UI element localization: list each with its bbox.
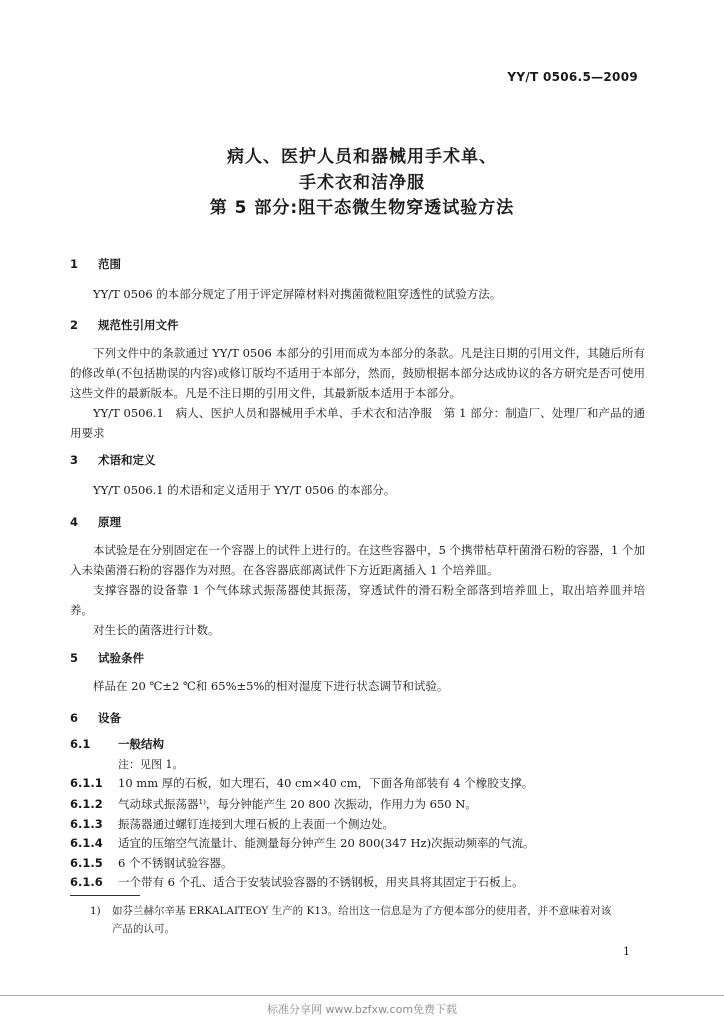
section-title: 术语和定义 xyxy=(98,453,156,467)
list-item xyxy=(70,775,650,791)
title-line-3: 第 5 部分:阻干态微生物穿透试验方法 xyxy=(209,198,515,218)
title-line-1: 病人、医护人员和器械用手术单、 xyxy=(227,147,497,167)
standard-code: YY/T 0506.5—2009 xyxy=(507,70,638,84)
item-number: 6.1.4 xyxy=(70,836,103,850)
section-1-heading xyxy=(70,256,121,272)
item-text: 6 个不锈钢试验容器。 xyxy=(118,856,233,870)
section-5-paragraph: 样品在 20 ℃±2 ℃和 65%±5%的相对湿度下进行状态调节和试验。 xyxy=(93,679,449,693)
section-2-paragraph-1: 下列文件中的条款通过 YY/T 0506 本部分的引用而成为本部分的条款。凡是注日期的引用文件，其随后所有的修改单(不包括勘误的内容)或修订版均不适用于本部分，然而，鼓励根据本部分达成协议的各方研究是否可使用这些文件的最新版本。凡是不注日期的引用文件，其最新版本适用于本部分。 xyxy=(70,346,645,400)
section-title: 范围 xyxy=(98,257,121,271)
subsection-title: 一般结构 xyxy=(118,737,164,751)
footnote-divider xyxy=(70,895,140,896)
section-4-paragraph-2: 支撑容器的设备靠 1 个气体球式振荡器使其振荡，穿透试件的滑石粉全部落到培养皿上，取出培养皿并培养。 xyxy=(70,583,645,617)
item-number: 6.1.2 xyxy=(70,797,103,811)
section-title: 规范性引用文件 xyxy=(98,318,179,332)
section-2-paragraph-2: YY/T 0506.1 病人、医护人员和器械用手术单、手术衣和洁净服 第 1 部分：制造厂、处理厂和产品的通用要求 xyxy=(70,406,645,440)
list-item xyxy=(70,855,650,871)
footnote-text: 如芬兰赫尔辛基 ERKALAITEOY 生产的 K13。给出这一信息是为了方便本部分的使用者，并不意味着对该 xyxy=(112,905,612,917)
list-item xyxy=(70,835,650,851)
section-2-heading xyxy=(70,317,179,333)
item-text: 适宜的压缩空气流量计、能测量每分钟产生 20 800(347 Hz)次振动频率的气流。 xyxy=(118,836,535,850)
list-item xyxy=(70,816,650,832)
section-number: 4 xyxy=(70,515,79,529)
section-5-heading xyxy=(70,650,144,666)
subsection-number: 6.1 xyxy=(70,737,91,751)
section-number: 2 xyxy=(70,318,79,332)
item-text: 振荡器通过螺钉连接到大理石板的上表面一个侧边处。 xyxy=(118,817,394,831)
section-3-heading xyxy=(70,452,156,468)
item-text: 一个带有 6 个孔、适合于安装试验容器的不锈钢板，用夹具将其固定于石板上。 xyxy=(118,875,524,889)
item-text: 10 mm 厚的石板，如大理石，40 cm×40 cm，下面各角部装有 4 个橡胶支撑。 xyxy=(118,776,534,790)
watermark-text: 标准分享网 www.bzfxw.com免费下载 xyxy=(266,1003,458,1016)
section-4-paragraph-3: 对生长的菌落进行计数。 xyxy=(93,623,220,637)
page-number: 1 xyxy=(623,945,630,958)
section-number: 5 xyxy=(70,651,79,665)
footnote-line-1 xyxy=(90,903,611,918)
footnote-line-2: 产品的认可。 xyxy=(112,923,175,935)
section-title: 设备 xyxy=(98,711,121,725)
item-text: 气动球式振荡器¹⁾，每分钟能产生 20 800 次振动，作用力为 650 N。 xyxy=(118,797,477,811)
note: 注：见图 1。 xyxy=(118,758,184,771)
footer-divider xyxy=(0,995,724,996)
title-line-2: 手术衣和洁净服 xyxy=(299,173,425,193)
section-number: 1 xyxy=(70,257,79,271)
section-4-paragraph-1: 本试验是在分别固定在一个容器上的试件上进行的。在这些容器中，5 个携带枯草杆菌滑石粉的容器，1 个加入未染菌滑石粉的容器作为对照。在各容器底部离试件下方近距离插入 1 个培养皿。 xyxy=(70,543,645,577)
section-title: 试验条件 xyxy=(98,651,144,665)
item-number: 6.1.1 xyxy=(70,776,103,790)
section-number: 6 xyxy=(70,711,79,725)
list-item xyxy=(70,874,650,890)
subsection-6-1-heading xyxy=(70,736,164,752)
section-1-paragraph: YY/T 0506 的本部分规定了用于评定屏障材料对携菌微粒阻穿透性的试验方法。 xyxy=(93,287,502,301)
footnote-mark: 1) xyxy=(90,905,101,917)
section-3-paragraph: YY/T 0506.1 的术语和定义适用于 YY/T 0506 的本部分。 xyxy=(93,483,396,497)
item-number: 6.1.5 xyxy=(70,856,103,870)
section-4-heading xyxy=(70,514,121,530)
item-number: 6.1.6 xyxy=(70,875,103,889)
section-number: 3 xyxy=(70,453,79,467)
list-item xyxy=(70,796,650,812)
section-title: 原理 xyxy=(98,515,121,529)
section-6-heading xyxy=(70,710,121,726)
item-number: 6.1.3 xyxy=(70,817,103,831)
